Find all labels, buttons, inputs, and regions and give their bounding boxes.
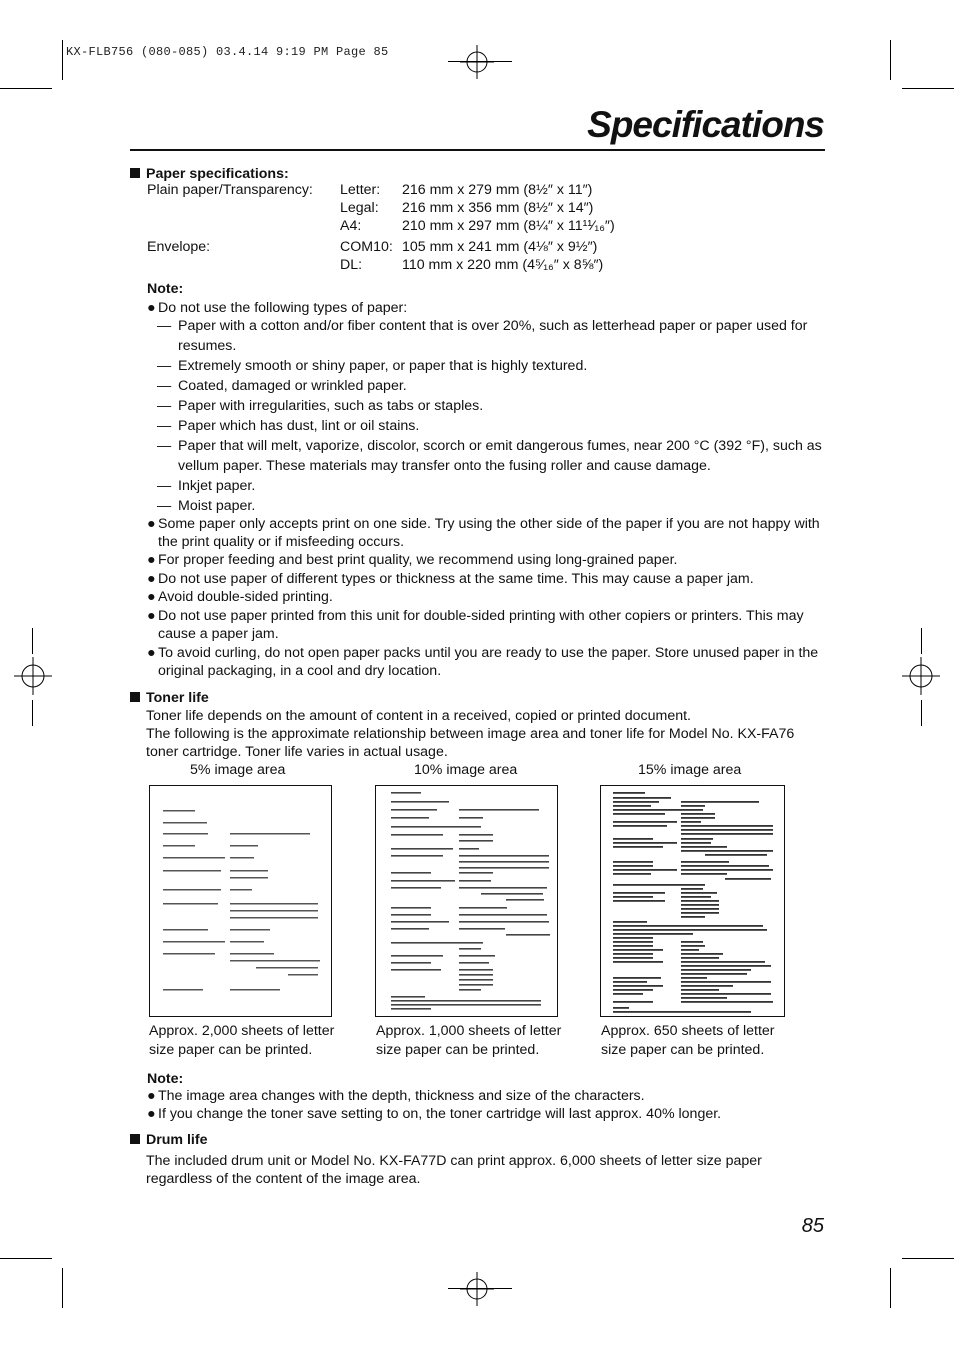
note-bullet: ● Avoid double-sided printing. [147,589,333,605]
paper-size-value: 216 mm x 356 mm (8½″ x 14″) [402,200,594,216]
bullet-icon: ● [147,1106,156,1122]
dash-item: — Moist paper. [157,498,256,514]
envelope-size-name: COM10: [340,239,393,255]
dash-item: — Paper that will melt, vaporize, discolor, scorch or emit dangerous fumes, near 200 °C (392 °F), such as vellum paper. These materials may transfer onto the fusing roller and cause damage. [157,438,822,474]
bullet-icon: ● [147,571,156,587]
bullet-icon: ● [147,645,156,661]
crop-mark [32,700,33,726]
note-bullet: ● Do not use paper of different types or thickness at the same time. This may cause a paper jam. [147,571,754,587]
bullet-icon: ● [147,516,156,532]
sample-page-5-percent [149,785,332,1017]
sample-caption: Approx. 1,000 sheets of letter size paper can be printed. [376,1023,562,1058]
dash-item: — Inkjet paper. [157,478,256,494]
note-heading: Note: [147,281,184,297]
toner-paragraph: Toner life depends on the amount of content in a received, copied or printed document. [146,708,691,724]
sample-caption: Approx. 2,000 sheets of letter size paper can be printed. [149,1023,335,1058]
toner-section-heading: Toner life [130,690,209,706]
crop-mark [902,1258,954,1259]
paper-size-name: A4: [340,218,362,234]
drum-section-heading: Drum life [130,1132,208,1148]
page-title: Specifications [587,104,824,145]
dash-item: — Coated, damaged or wrinkled paper. [157,378,407,394]
sample-label: 10% image area [414,762,518,778]
drum-paragraph: The included drum unit or Model No. KX-FA77D can print approx. 6,000 sheets of letter size paper regardless of the content of the image area. [146,1153,762,1187]
sample-label: 15% image area [638,762,742,778]
bullet-icon: ● [147,300,156,316]
registration-mark-icon [14,657,52,695]
bullet-icon: ● [147,589,156,605]
dash-item: — Extremely smooth or shiny paper, or paper that is highly textured. [157,358,588,374]
paper-size-value: 216 mm x 279 mm (8½″ x 11″) [402,182,593,198]
square-bullet-icon [130,692,140,702]
dash-item: — Paper with irregularities, such as tabs or staples. [157,398,484,414]
registration-mark-icon [460,45,494,79]
dash-item: — Paper with a cotton and/or fiber content that is over 20%, such as letterhead paper or paper used for resumes. [157,318,808,354]
toner-note-heading: Note: [147,1071,184,1087]
bullet-icon: ● [147,552,156,568]
sample-page-15-percent [600,785,785,1017]
crop-mark [902,88,954,89]
paper-size-value: 210 mm x 297 mm (8¼″ x 11¹¹⁄₁₆″) [402,218,615,234]
page-number: 85 [801,1215,824,1237]
dash-item: — Paper which has dust, lint or oil stains. [157,418,420,434]
registration-mark-icon [902,657,940,695]
sample-caption: Approx. 650 sheets of letter size paper can be printed. [601,1023,775,1058]
paper-section-heading: Paper specifications: [130,166,289,182]
crop-mark [890,40,891,80]
crop-mark [0,1258,52,1259]
paper-size-name: Legal: [340,200,379,216]
paper-size-name: Letter: [340,182,381,198]
print-slug: KX-FLB756 (080-085) 03.4.14 9:19 PM Page 85 [66,45,389,59]
square-bullet-icon [130,1134,140,1144]
plain-paper-label: Plain paper/Transparency: [147,182,313,198]
toner-paragraph: The following is the approximate relationship between image area and toner life for Model No. KX-FA76 toner cartridge. Toner life varies in actual usage. [146,726,795,760]
sample-page-graphic [150,786,331,1016]
bullet-icon: ● [147,608,156,624]
note-bullet: ● Some paper only accepts print on one side. Try using the other side of the paper if you are not happy with the print quality or if misfeeding occurs. [147,516,820,550]
envelope-label: Envelope: [147,239,211,255]
sample-label: 5% image area [190,762,286,778]
note-bullet: ● To avoid curling, do not open paper packs until you are ready to use the paper. Store unused paper in the original packaging, in a cool and dry location. [147,645,819,679]
toner-note-bullet: ● The image area changes with the depth, thickness and size of the characters. [147,1088,645,1104]
crop-mark [921,628,922,654]
bullet-icon: ● [147,1088,156,1104]
title-rule [130,149,825,151]
registration-mark-icon [460,1272,494,1306]
note-bullet: ● Do not use paper printed from this unit for double-sided printing with other copiers or printers. This may cause a paper jam. [147,608,804,642]
envelope-size-value: 110 mm x 220 mm (4⁵⁄₁₆″ x 8⅝″) [402,257,604,273]
crop-mark [62,40,63,80]
crop-mark [32,628,33,654]
note-bullet: ● For proper feeding and best print quality, we recommend using long-grained paper. [147,552,678,568]
note-bullet: ● Do not use the following types of paper: [147,300,408,316]
envelope-size-name: DL: [340,257,363,273]
sample-page-10-percent [375,785,558,1017]
sample-page-graphic [601,786,784,1016]
envelope-size-value: 105 mm x 241 mm (4⅛″ x 9½″) [402,239,598,255]
sample-page-graphic [376,786,557,1016]
square-bullet-icon [130,168,140,178]
crop-mark [890,1268,891,1308]
crop-mark [0,88,52,89]
crop-mark [921,700,922,726]
toner-note-bullet: ● If you change the toner save setting to on, the toner cartridge will last approx. 40% longer. [147,1106,722,1122]
crop-mark [62,1268,63,1308]
